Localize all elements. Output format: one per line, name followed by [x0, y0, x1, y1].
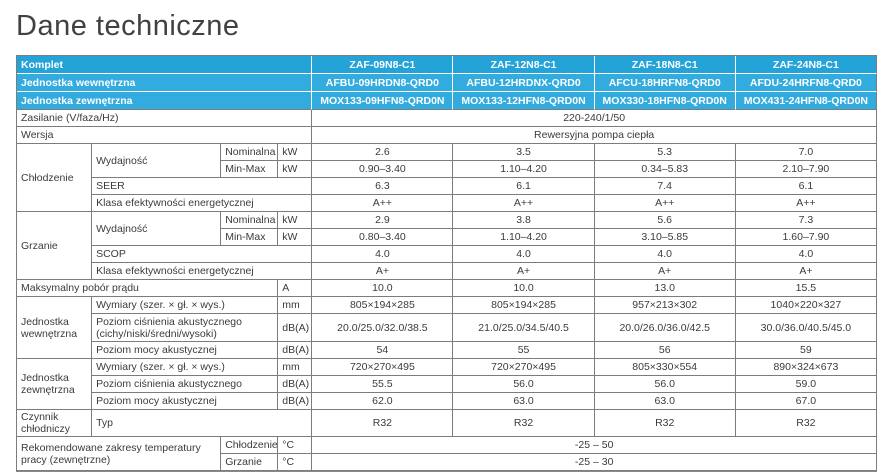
indoor-pressure-value: 20.0/25.0/32.0/38.5 [312, 314, 453, 342]
cooling-class-value: A++ [595, 195, 736, 212]
heating-scop-value: 4.0 [595, 246, 736, 263]
outdoor-dimensions-value: 720×270×495 [453, 359, 594, 376]
indoor-sound-power-value: 54 [312, 342, 453, 359]
indoor-pressure-value: 30.0/36.0/40.5/45.0 [736, 314, 877, 342]
table-row [17, 110, 877, 127]
table-row [17, 127, 877, 144]
outdoor-pressure-value: 55.5 [312, 376, 453, 393]
table-row [17, 195, 877, 212]
indoor-model-value: AFBU-09HRDN8-QRD0 [312, 74, 453, 92]
table-row [17, 263, 877, 280]
table-row [17, 437, 877, 454]
outdoor-sound-power-label: Poziom mocy akustycznej [92, 393, 278, 410]
unit-cell: kW [278, 212, 312, 229]
outdoor-model-value: MOX133-12HFN8-QRD0N [453, 92, 594, 110]
heating-minmax-label: Min-Max [221, 229, 278, 246]
cooling-seer-value: 7.4 [595, 178, 736, 195]
table-row [17, 314, 877, 342]
heating-nominal-value: 7.3 [736, 212, 877, 229]
indoor-sound-power-label: Poziom mocy akustycznej [92, 342, 278, 359]
cooling-seer-value: 6.1 [736, 178, 877, 195]
table-row [17, 56, 877, 74]
row-power-label: Zasilanie (V/faza/Hz) [17, 110, 312, 127]
outdoor-sound-power-value: 63.0 [595, 393, 736, 410]
refrigerant-value: R32 [595, 410, 736, 437]
cooling-seer-label: SEER [92, 178, 312, 195]
cooling-nominal-value: 7.0 [736, 144, 877, 161]
indoor-pressure-value: 20.0/26.0/36.0/42.5 [595, 314, 736, 342]
outdoor-dimensions-value: 720×270×495 [312, 359, 453, 376]
outdoor-sound-power-value: 62.0 [312, 393, 453, 410]
outdoor-model-value: MOX133-09HFN8-QRD0N [312, 92, 453, 110]
technical-data-table [16, 55, 877, 472]
heating-class-value: A+ [453, 263, 594, 280]
table-row [17, 212, 877, 229]
cooling-class-value: A++ [312, 195, 453, 212]
max-current-value: 13.0 [595, 280, 736, 297]
outdoor-pressure-value: 56.0 [595, 376, 736, 393]
table-row [17, 297, 877, 314]
outdoor-model-value: MOX330-18HFN8-QRD0N [595, 92, 736, 110]
max-current-label: Maksymalny pobór prądu [17, 280, 278, 297]
temp-heating-value: -25 – 30 [312, 454, 877, 471]
row-version-label: Wersja [17, 127, 312, 144]
cooling-capacity-label: Wydajność [92, 144, 221, 178]
heating-class-label: Klasa efektywności energetycznej [92, 263, 312, 280]
outdoor-pressure-label: Poziom ciśnienia akustycznego [92, 376, 278, 393]
outdoor-section-label: Jednostka zewnętrzna [17, 359, 92, 410]
heating-capacity-label: Wydajność [92, 212, 221, 246]
heating-minmax-value: 1.60–7.90 [736, 229, 877, 246]
power-value: 220-240/1/50 [312, 110, 877, 127]
indoor-model-value: AFDU-24HRFN8-QRD0 [736, 74, 877, 92]
heating-minmax-value: 3.10–5.85 [595, 229, 736, 246]
outdoor-dimensions-value: 805×330×554 [595, 359, 736, 376]
table-row [17, 144, 877, 161]
heating-minmax-value: 0.80–3.40 [312, 229, 453, 246]
refrigerant-section-label: Czynnik chłodniczy [17, 410, 92, 437]
outdoor-pressure-value: 56.0 [453, 376, 594, 393]
unit-cell: kW [278, 229, 312, 246]
heating-class-value: A+ [736, 263, 877, 280]
cooling-class-label: Klasa efektywności energetycznej [92, 195, 312, 212]
cooling-class-value: A++ [453, 195, 594, 212]
outdoor-sound-power-value: 67.0 [736, 393, 877, 410]
cooling-minmax-value: 0.90–3.40 [312, 161, 453, 178]
komplet-value: ZAF-12N8-C1 [453, 56, 594, 74]
table-row [17, 359, 877, 376]
unit-cell: dB(A) [278, 342, 312, 359]
indoor-model-value: AFCU-18HRFN8-QRD0 [595, 74, 736, 92]
indoor-pressure-label: Poziom ciśnienia akustycznego (cichy/niski/średni/wysoki) [92, 314, 278, 342]
unit-cell: °C [278, 454, 312, 471]
unit-cell: kW [278, 144, 312, 161]
indoor-dimensions-label: Wymiary (szer. × gł. × wys.) [92, 297, 278, 314]
unit-cell: mm [278, 359, 312, 376]
komplet-value: ZAF-18N8-C1 [595, 56, 736, 74]
indoor-dimensions-value: 805×194×285 [312, 297, 453, 314]
max-current-value: 10.0 [453, 280, 594, 297]
komplet-value: ZAF-09N8-C1 [312, 56, 453, 74]
max-current-value: 15.5 [736, 280, 877, 297]
outdoor-pressure-value: 59.0 [736, 376, 877, 393]
temp-cooling-value: -25 – 50 [312, 437, 877, 454]
row-indoor-model-label: Jednostka wewnętrzna [17, 74, 312, 92]
refrigerant-value: R32 [736, 410, 877, 437]
table-row [17, 393, 877, 410]
temp-heating-label: Grzanie [221, 454, 278, 471]
heating-class-value: A+ [312, 263, 453, 280]
table-row [17, 74, 877, 92]
page-title: Dane techniczne [16, 10, 240, 42]
table-row [17, 280, 877, 297]
cooling-section-label: Chłodzenie [17, 144, 92, 212]
cooling-minmax-value: 2.10–7.90 [736, 161, 877, 178]
heating-nominal-label: Nominalna [221, 212, 278, 229]
refrigerant-value: R32 [312, 410, 453, 437]
indoor-sound-power-value: 59 [736, 342, 877, 359]
table-row [17, 410, 877, 437]
max-current-value: 10.0 [312, 280, 453, 297]
cooling-nominal-value: 3.5 [453, 144, 594, 161]
outdoor-model-value: MOX431-24HFN8-QRD0N [736, 92, 877, 110]
cooling-minmax-label: Min-Max [221, 161, 278, 178]
cooling-nominal-label: Nominalna [221, 144, 278, 161]
indoor-dimensions-value: 805×194×285 [453, 297, 594, 314]
table-row [17, 246, 877, 263]
row-outdoor-model-label: Jednostka zewnętrzna [17, 92, 312, 110]
unit-cell: A [278, 280, 312, 297]
cooling-minmax-value: 1.10–4.20 [453, 161, 594, 178]
cooling-minmax-value: 0.34–5.83 [595, 161, 736, 178]
indoor-sound-power-value: 55 [453, 342, 594, 359]
table-row [17, 376, 877, 393]
unit-cell: °C [278, 437, 312, 454]
indoor-model-value: AFBU-12HRDNX-QRD0 [453, 74, 594, 92]
heating-nominal-value: 2.9 [312, 212, 453, 229]
unit-cell: dB(A) [278, 393, 312, 410]
heating-class-value: A+ [595, 263, 736, 280]
heating-scop-value: 4.0 [312, 246, 453, 263]
cooling-seer-value: 6.1 [453, 178, 594, 195]
heating-scop-value: 4.0 [736, 246, 877, 263]
cooling-nominal-value: 5.3 [595, 144, 736, 161]
table-row [17, 342, 877, 359]
heating-nominal-value: 5.6 [595, 212, 736, 229]
unit-cell: dB(A) [278, 376, 312, 393]
indoor-section-label: Jednostka wewnętrzna [17, 297, 92, 359]
indoor-pressure-value: 21.0/25.0/34.5/40.5 [453, 314, 594, 342]
refrigerant-value: R32 [453, 410, 594, 437]
heating-scop-value: 4.0 [453, 246, 594, 263]
indoor-dimensions-value: 957×213×302 [595, 297, 736, 314]
row-komplet-label: Komplet [17, 56, 312, 74]
cooling-nominal-value: 2.6 [312, 144, 453, 161]
komplet-value: ZAF-24N8-C1 [736, 56, 877, 74]
heating-scop-label: SCOP [92, 246, 312, 263]
table-row [17, 92, 877, 110]
outdoor-dimensions-label: Wymiary (szer. × gł. × wys.) [92, 359, 278, 376]
unit-cell: dB(A) [278, 314, 312, 342]
cooling-seer-value: 6.3 [312, 178, 453, 195]
unit-cell: mm [278, 297, 312, 314]
outdoor-dimensions-value: 890×324×673 [736, 359, 877, 376]
version-value: Rewersyjna pompa ciepła [312, 127, 877, 144]
outdoor-sound-power-value: 63.0 [453, 393, 594, 410]
cooling-class-value: A++ [736, 195, 877, 212]
table-row [17, 178, 877, 195]
temp-range-label: Rekomendowane zakresy temperatury pracy (zewnętrzne) [17, 437, 221, 471]
heating-nominal-value: 3.8 [453, 212, 594, 229]
refrigerant-type-label: Typ [92, 410, 312, 437]
heating-minmax-value: 1.10–4.20 [453, 229, 594, 246]
unit-cell: kW [278, 161, 312, 178]
indoor-dimensions-value: 1040×220×327 [736, 297, 877, 314]
indoor-sound-power-value: 56 [595, 342, 736, 359]
heating-section-label: Grzanie [17, 212, 92, 280]
temp-cooling-label: Chłodzenie [221, 437, 278, 454]
